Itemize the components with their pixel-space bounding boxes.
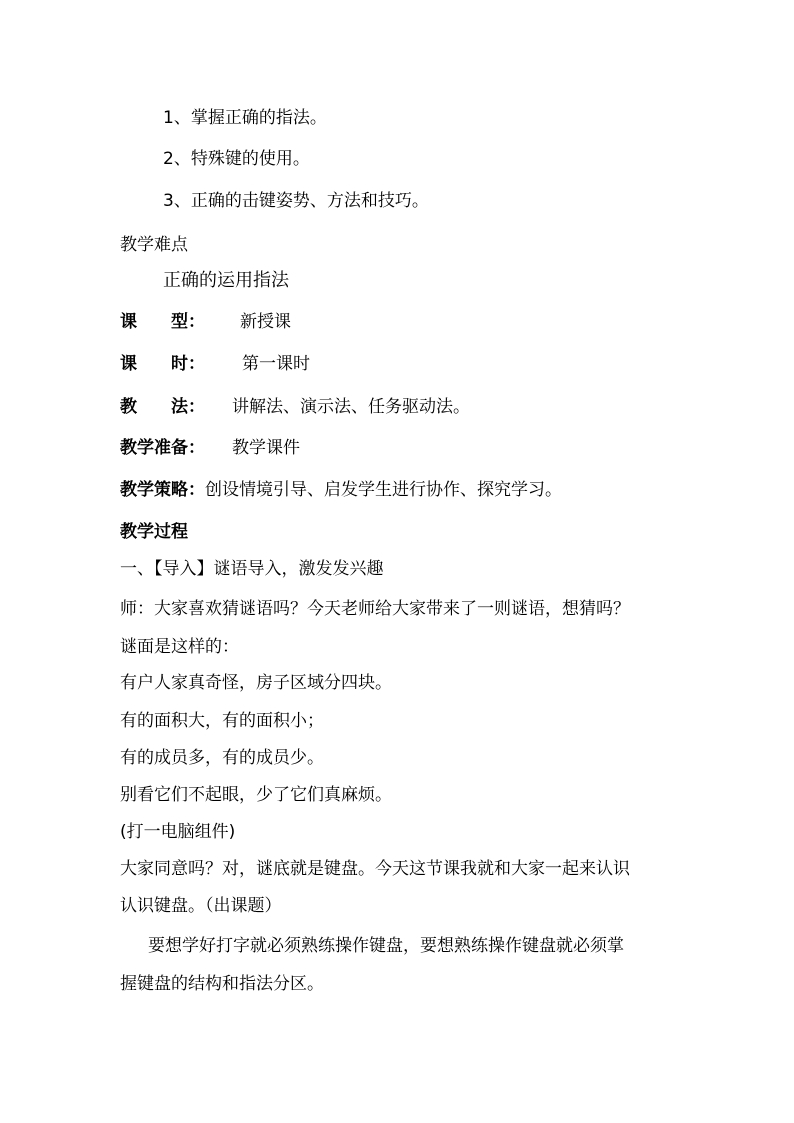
meta-row-strategy [120, 479, 562, 501]
meta-value: 第一课时 [242, 354, 310, 374]
meta-label: 课 时： [120, 354, 205, 374]
meta-value: 创设情境引导、启发学生进行协作、探究学习。 [205, 480, 562, 500]
meta-label: 课 型： [120, 312, 205, 332]
paragraph-line: 认识键盘。（出课题） [120, 896, 282, 916]
paragraph-line: 有的面积大，有的面积小； [120, 711, 324, 731]
objective-item-1: 1、掌握正确的指法。 [163, 108, 327, 128]
meta-value: 新授课 [240, 312, 291, 332]
paragraph-line: (打一电脑组件) [120, 822, 236, 842]
difficulty-heading: 教学难点 [120, 235, 188, 255]
paragraph-line: 握键盘的结构和指法分区。 [120, 974, 324, 994]
section-heading-intro: 一、【导入】谜语导入，激发发兴趣 [120, 559, 384, 579]
difficulty-content: 正确的运用指法 [163, 270, 289, 291]
paragraph-line: 别看它们不起眼，少了它们真麻烦。 [120, 785, 392, 805]
meta-row-lesson-type [120, 311, 291, 333]
meta-row-lesson-time [120, 353, 310, 375]
meta-value: 讲解法、演示法、任务驱动法。 [232, 397, 470, 417]
meta-row-method [120, 396, 470, 418]
meta-label: 教 法： [120, 397, 205, 417]
paragraph-line: 谜面是这样的： [120, 637, 239, 657]
meta-label: 教学准备： [120, 438, 205, 458]
process-heading: 教学过程 [120, 522, 188, 542]
meta-row-preparation [120, 437, 300, 459]
objective-item-2: 2、特殊键的使用。 [163, 149, 310, 169]
meta-value: 教学课件 [232, 438, 300, 458]
meta-label: 教学策略： [120, 480, 205, 500]
paragraph-line: 大家同意吗？对，谜底就是键盘。今天这节课我就和大家一起来认识 [120, 859, 630, 879]
paragraph-line: 有的成员多，有的成员少。 [120, 748, 324, 768]
paragraph-line: 师：大家喜欢猜谜语吗？今天老师给大家带来了一则谜语，想猜吗？ [120, 599, 630, 619]
paragraph-line: 要想学好打字就必须熟练操作键盘，要想熟练操作键盘就必须掌 [148, 936, 624, 956]
objective-item-3: 3、正确的击键姿势、方法和技巧。 [163, 191, 429, 211]
paragraph-line: 有户人家真奇怪，房子区域分四块。 [120, 673, 392, 693]
